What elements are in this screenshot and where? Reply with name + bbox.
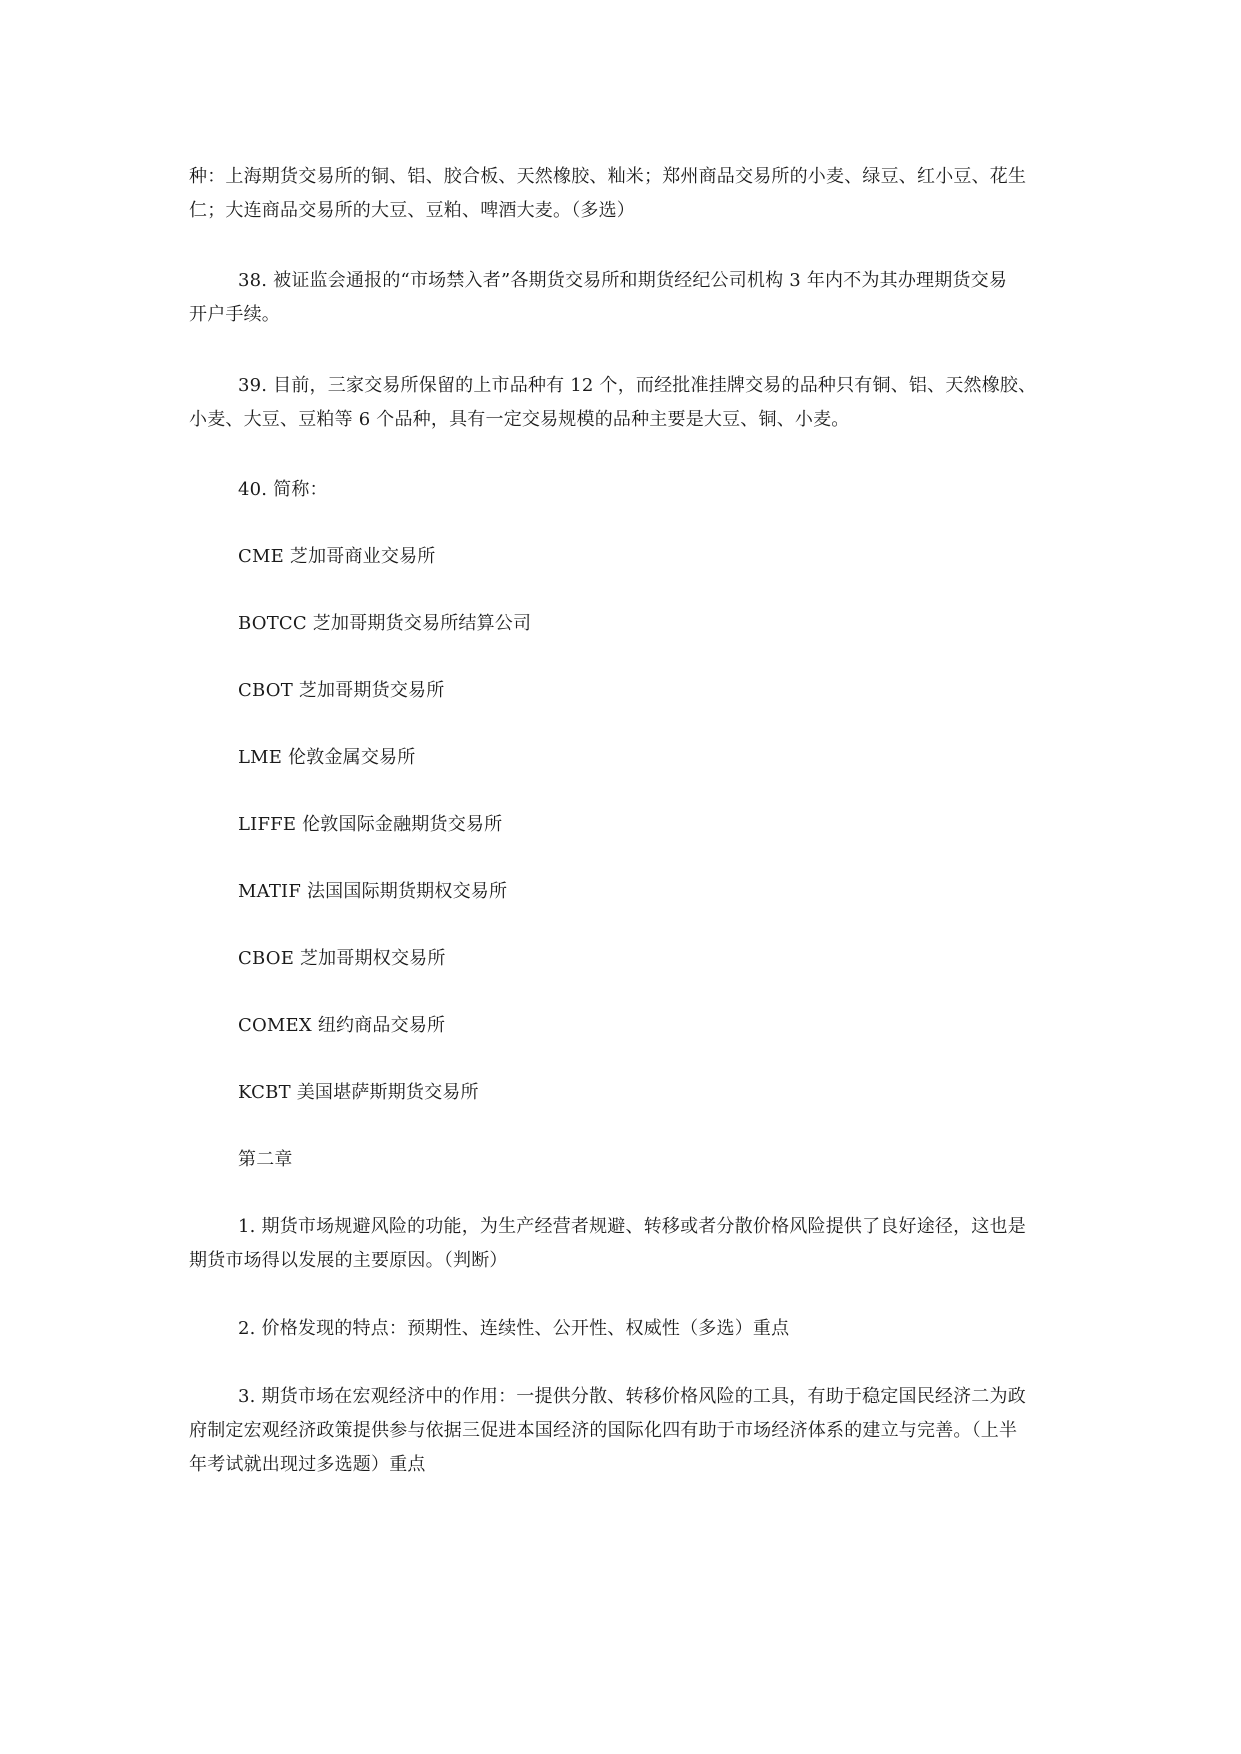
chapter-heading	[238, 1143, 1110, 1177]
text-line: 38. 被证监会通报的“市场禁入者”各期货交易所和期货经纪公司机构 3 年内不为其办理期货交易	[238, 270, 1008, 291]
abbreviation-cme	[238, 540, 1110, 574]
paragraph-item-40	[238, 473, 1110, 507]
abbreviation-cboe	[238, 942, 1110, 976]
text-line: LIFFE 伦敦国际金融期货交易所	[238, 814, 503, 835]
paragraph-varieties-continuation	[189, 160, 1061, 228]
text-line: CBOT 芝加哥期货交易所	[238, 680, 445, 701]
text-line: 39. 目前，三家交易所保留的上市品种有 12 个，而经批准挂牌交易的品种只有铜、铝、天然橡胶、	[238, 375, 1037, 396]
text-line: CME 芝加哥商业交易所	[238, 546, 436, 567]
text-line: 年考试就出现过多选题）重点	[189, 1454, 426, 1475]
paragraph-ch2-item-1	[189, 1210, 1061, 1278]
text-line: 3. 期货市场在宏观经济中的作用：一提供分散、转移价格风险的工具，有助于稳定国民经济二为政	[238, 1386, 1026, 1407]
abbreviation-cbot	[238, 674, 1110, 708]
abbreviation-kcbt	[238, 1076, 1110, 1110]
paragraph-ch2-item-3	[189, 1380, 1061, 1482]
paragraph-ch2-item-2	[238, 1312, 1110, 1346]
text-line: 府制定宏观经济政策提供参与依据三促进本国经济的国际化四有助于市场经济体系的建立与完善。（上半	[189, 1420, 1018, 1441]
text-line: 2. 价格发现的特点：预期性、连续性、公开性、权威性（多选）重点	[238, 1318, 790, 1339]
text-line: 种：上海期货交易所的铜、铝、胶合板、天然橡胶、籼米；郑州商品交易所的小麦、绿豆、红小豆、花生	[189, 166, 1027, 187]
abbreviation-botcc	[238, 607, 1110, 641]
text-line: 期货市场得以发展的主要原因。（判断）	[189, 1250, 508, 1271]
text-line: LME 伦敦金属交易所	[238, 747, 416, 768]
abbreviation-liffe	[238, 808, 1110, 842]
abbreviation-matif	[238, 875, 1110, 909]
text-line: 小麦、大豆、豆粕等 6 个品种，具有一定交易规模的品种主要是大豆、铜、小麦。	[189, 409, 850, 430]
paragraph-item-39	[189, 369, 1061, 437]
paragraph-item-38	[189, 264, 1061, 332]
text-line: COMEX 纽约商品交易所	[238, 1015, 446, 1036]
text-line: 第二章	[238, 1149, 293, 1170]
abbreviation-comex	[238, 1009, 1110, 1043]
text-line: CBOE 芝加哥期权交易所	[238, 948, 446, 969]
text-line: KCBT 美国堪萨斯期货交易所	[238, 1082, 479, 1103]
text-line: 仁；大连商品交易所的大豆、豆粕、啤酒大麦。（多选）	[189, 200, 635, 221]
text-line: 40. 简称：	[238, 479, 328, 500]
text-line: 1. 期货市场规避风险的功能，为生产经营者规避、转移或者分散价格风险提供了良好途径，这也是	[238, 1216, 1026, 1237]
text-line: BOTCC 芝加哥期货交易所结算公司	[238, 613, 532, 634]
text-line: MATIF 法国国际期货期权交易所	[238, 881, 508, 902]
abbreviation-lme	[238, 741, 1110, 775]
text-line: 开户手续。	[189, 304, 280, 325]
